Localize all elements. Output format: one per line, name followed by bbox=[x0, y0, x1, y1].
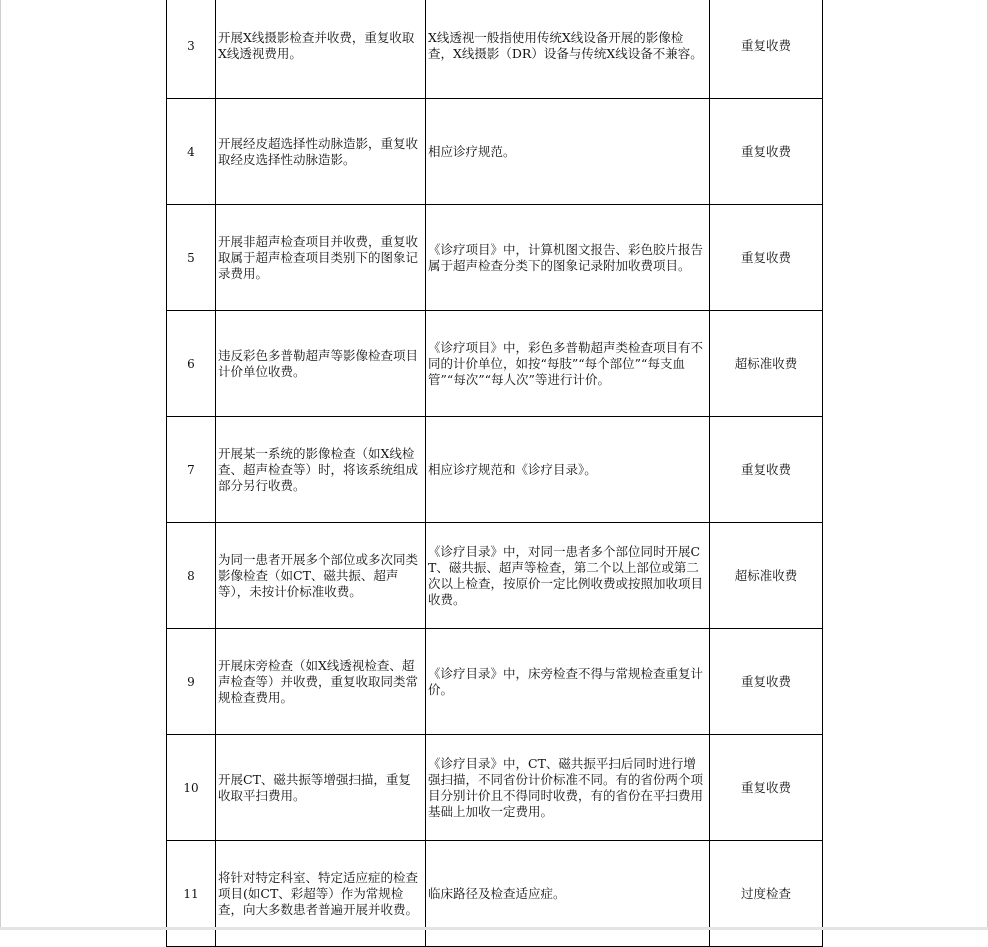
policy-basis: 相应诊疗规范。 bbox=[426, 99, 710, 205]
violation-description: 为同一患者开展多个部位或多次同类影像检查（如CT、磁共振、超声等），未按计价标准收费。 bbox=[216, 523, 426, 629]
row-number: 4 bbox=[167, 99, 216, 205]
table-row bbox=[167, 417, 823, 523]
row-number: 7 bbox=[167, 417, 216, 523]
row-number: 9 bbox=[167, 629, 216, 735]
table-row bbox=[167, 99, 823, 205]
row-number: 10 bbox=[167, 735, 216, 841]
violation-category: 重复收费 bbox=[710, 629, 823, 735]
violation-category: 重复收费 bbox=[710, 417, 823, 523]
violation-description: 开展CT、磁共振等增强扫描，重复收取平扫费用。 bbox=[216, 735, 426, 841]
table-row bbox=[167, 841, 823, 947]
violation-description: 开展床旁检查（如X线透视检查、超声检查等）并收费，重复收取同类常规检查费用。 bbox=[216, 629, 426, 735]
policy-basis: 《诊疗目录》中，CT、磁共振平扫后同时进行增强扫描，不同省份计价标准不同。有的省份两个项目分别计价且不得同时收费，有的省份在平扫费用基础上加收一定费用。 bbox=[426, 735, 710, 841]
table-row bbox=[167, 735, 823, 841]
table-row bbox=[167, 0, 823, 99]
policy-basis: 《诊疗目录》中，床旁检查不得与常规检查重复计价。 bbox=[426, 629, 710, 735]
policy-basis: 《诊疗目录》中，对同一患者多个部位同时开展CT、磁共振、超声等检查，第二个以上部位或第二次以上检查，按原价一定比例收费或按照加收项目收费。 bbox=[426, 523, 710, 629]
violation-description: 开展X线摄影检查并收费，重复收取X线透视费用。 bbox=[216, 0, 426, 99]
policy-basis: 《诊疗项目》中，计算机图文报告、彩色胶片报告属于超声检查分类下的图象记录附加收费项目。 bbox=[426, 205, 710, 311]
violation-description: 违反彩色多普勒超声等影像检查项目计价单位收费。 bbox=[216, 311, 426, 417]
violation-description: 将针对特定科室、特定适应症的检查项目(如CT、彩超等）作为常规检查，向大多数患者普遍开展并收费。 bbox=[216, 841, 426, 947]
violation-category: 重复收费 bbox=[710, 205, 823, 311]
violation-category: 重复收费 bbox=[710, 99, 823, 205]
policy-basis: 《诊疗项目》中，彩色多普勒超声类检查项目有不同的计价单位，如按“每肢”“每个部位”“每支血管”“每次”“每人次”等进行计价。 bbox=[426, 311, 710, 417]
violation-category: 重复收费 bbox=[710, 0, 823, 99]
policy-basis: 相应诊疗规范和《诊疗目录》。 bbox=[426, 417, 710, 523]
violation-description: 开展经皮超选择性动脉造影，重复收取经皮选择性动脉造影。 bbox=[216, 99, 426, 205]
table-row bbox=[167, 629, 823, 735]
policy-basis: 临床路径及检查适应症。 bbox=[426, 841, 710, 947]
row-number: 11 bbox=[167, 841, 216, 947]
violation-category: 超标准收费 bbox=[710, 311, 823, 417]
charges-table-body bbox=[167, 0, 823, 947]
violation-category: 过度检查 bbox=[710, 841, 823, 947]
row-number: 5 bbox=[167, 205, 216, 311]
table-row bbox=[167, 311, 823, 417]
row-number: 3 bbox=[167, 0, 216, 99]
row-number: 8 bbox=[167, 523, 216, 629]
policy-basis: X线透视一般指使用传统X线设备开展的影像检查，X线摄影（DR）设备与传统X线设备不兼容。 bbox=[426, 0, 710, 99]
window-left-border bbox=[0, 0, 1, 930]
table-row bbox=[167, 523, 823, 629]
charges-table bbox=[166, 0, 823, 947]
violation-category: 超标准收费 bbox=[710, 523, 823, 629]
table-row bbox=[167, 205, 823, 311]
violation-category: 重复收费 bbox=[710, 735, 823, 841]
violation-description: 开展某一系统的影像检查（如X线检查、超声检查等）时，将该系统组成部分另行收费。 bbox=[216, 417, 426, 523]
row-number: 6 bbox=[167, 311, 216, 417]
violation-description: 开展非超声检查项目并收费，重复收取属于超声检查项目类别下的图象记录费用。 bbox=[216, 205, 426, 311]
